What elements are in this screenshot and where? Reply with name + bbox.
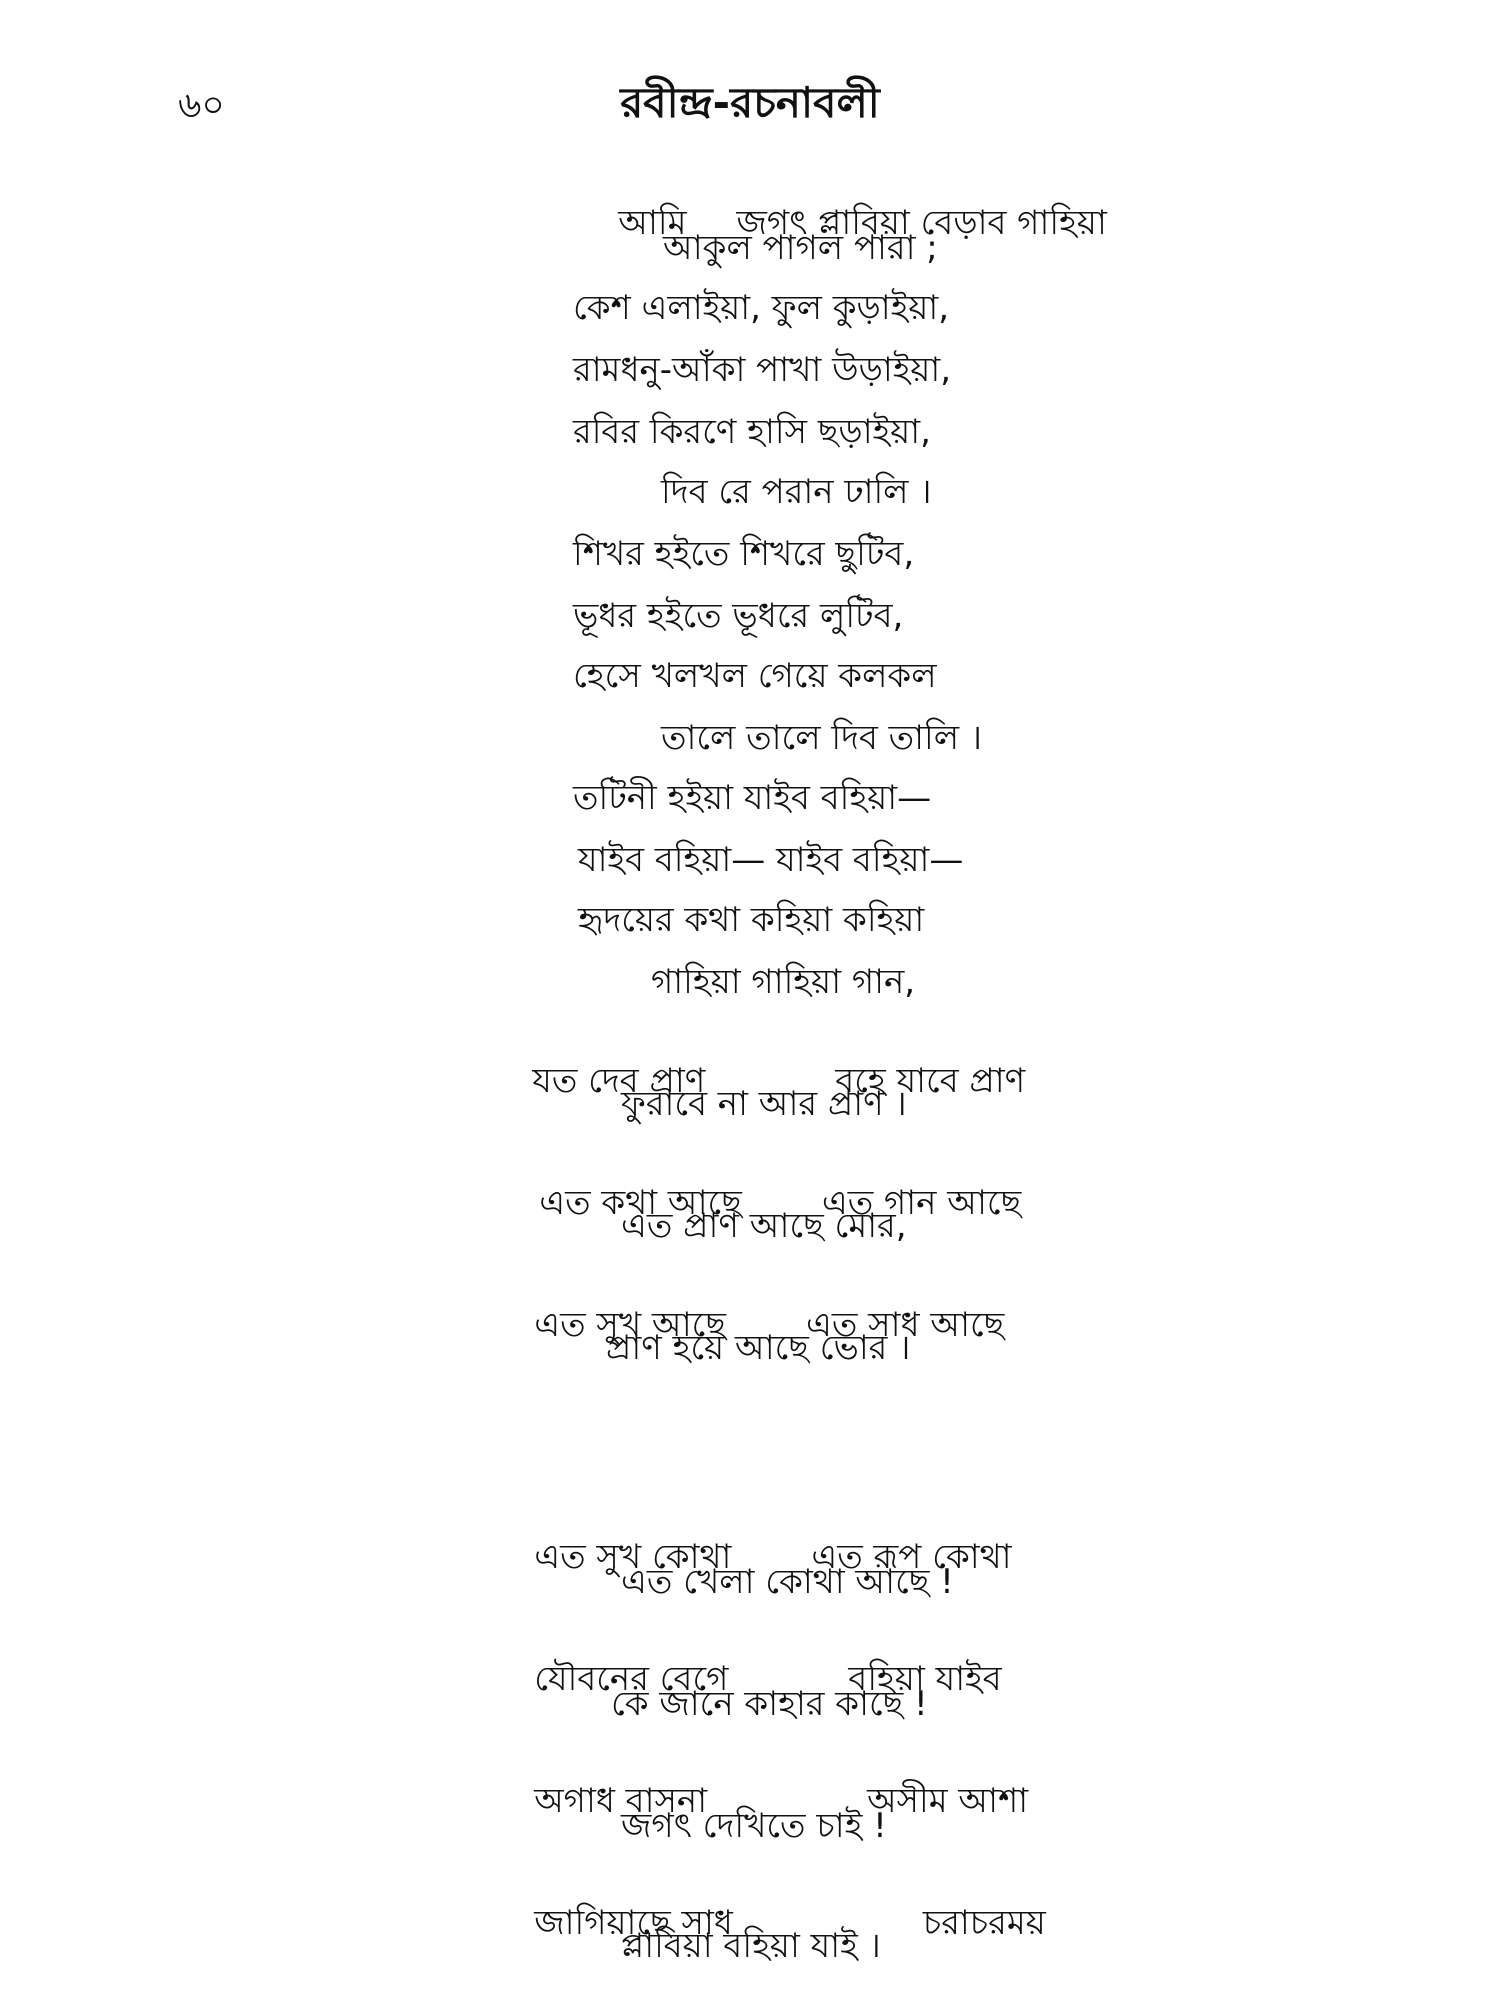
poem-line	[621, 1086, 907, 1123]
line-part: আমি	[618, 203, 687, 244]
line-part: বহে যাবে প্রাণ	[835, 1061, 1026, 1102]
poem-line	[606, 1330, 910, 1367]
poem-line	[578, 902, 924, 939]
poem-line	[573, 780, 931, 817]
line-part: এত সাধ আছে	[805, 1305, 1005, 1346]
line-text: এত প্রাণ আছে মোর,	[621, 1206, 907, 1246]
line-text: জগৎ দেখিতে চাই !	[621, 1806, 887, 1846]
line-part: যত দেব প্রাণ	[532, 1061, 706, 1102]
poem-line	[573, 598, 903, 635]
line-part: চরাচরময়	[922, 1903, 1046, 1944]
line-part: জগৎ প্লাবিয়া বেড়াব গাহিয়া	[736, 203, 1107, 244]
line-part: অগাধ বাসনা	[534, 1781, 708, 1822]
running-title: রবীন্দ্র-রচনাবলী	[620, 78, 880, 127]
poem-line	[621, 1564, 954, 1601]
line-text: তালে তালে দিব তালি ।	[661, 718, 983, 758]
poem-line	[621, 1208, 907, 1245]
line-text: কেশ এলাইয়া, ফুল কুড়াইয়া,	[573, 288, 950, 328]
line-text: হৃদয়ের কথা কহিয়া কহিয়া	[578, 900, 925, 940]
line-part: অসীম আশা	[867, 1781, 1029, 1822]
poem-line	[573, 290, 949, 327]
line-text: কে জানে কাহার কাছে !	[611, 1684, 928, 1724]
line-text: দিব রে পরান ঢালি ।	[661, 472, 932, 512]
line-part: বহিয়া যাইব	[848, 1659, 1002, 1700]
poem-line	[621, 1808, 887, 1845]
line-text: যাইব বহিয়া— যাইব বহিয়া—	[578, 840, 964, 880]
line-text: ফুরাবে না আর প্রাণ ।	[621, 1084, 907, 1124]
line-text: গাহিয়া গাহিয়া গান,	[651, 962, 916, 1002]
poem-line	[573, 414, 931, 451]
line-part: এত গান আছে	[821, 1183, 1022, 1224]
poem-line	[661, 474, 932, 511]
poem-line	[573, 352, 951, 389]
poem-line	[578, 842, 963, 879]
line-text: এত খেলা কোথা আছে !	[621, 1562, 954, 1602]
line-text: রামধনু-আঁকা পাখা উড়াইয়া,	[573, 350, 952, 390]
poem-line	[661, 720, 982, 757]
poem-line	[573, 658, 937, 695]
poem-line	[651, 964, 915, 1001]
page-number: ৬০	[178, 85, 225, 126]
line-text: হেসে খলখল গেয়ে কলকল	[573, 656, 937, 696]
line-part: যৌবনের বেগে	[534, 1659, 729, 1700]
line-part: এত সুখ আছে	[534, 1305, 726, 1346]
line-text: ভূধর হইতে ভূধরে লুটিব,	[573, 596, 904, 636]
line-part: এত কথা আছে	[539, 1183, 742, 1224]
line-text: প্লাবিয়া বহিয়া যাই ।	[621, 1926, 881, 1966]
poem-line	[621, 1928, 881, 1965]
line-text: তটিনী হইয়া যাইব বহিয়া—	[573, 778, 932, 818]
line-text: প্রাণ হয়ে আছে ভোর ।	[606, 1328, 911, 1368]
line-part: এত রূপ কোথা	[811, 1537, 1012, 1578]
poem-line	[573, 536, 914, 573]
poem-line	[611, 1686, 928, 1723]
line-text: শিখর হইতে শিখরে ছুটিব,	[573, 534, 915, 574]
line-text: রবির কিরণে হাসি ছড়াইয়া,	[573, 412, 931, 452]
poem-line	[663, 230, 938, 267]
line-part: জাগিয়াছে সাধ	[534, 1903, 733, 1944]
line-part: এত সুখ কোথা	[534, 1537, 732, 1578]
line-text: আকুল পাগল পারা ;	[663, 228, 938, 268]
